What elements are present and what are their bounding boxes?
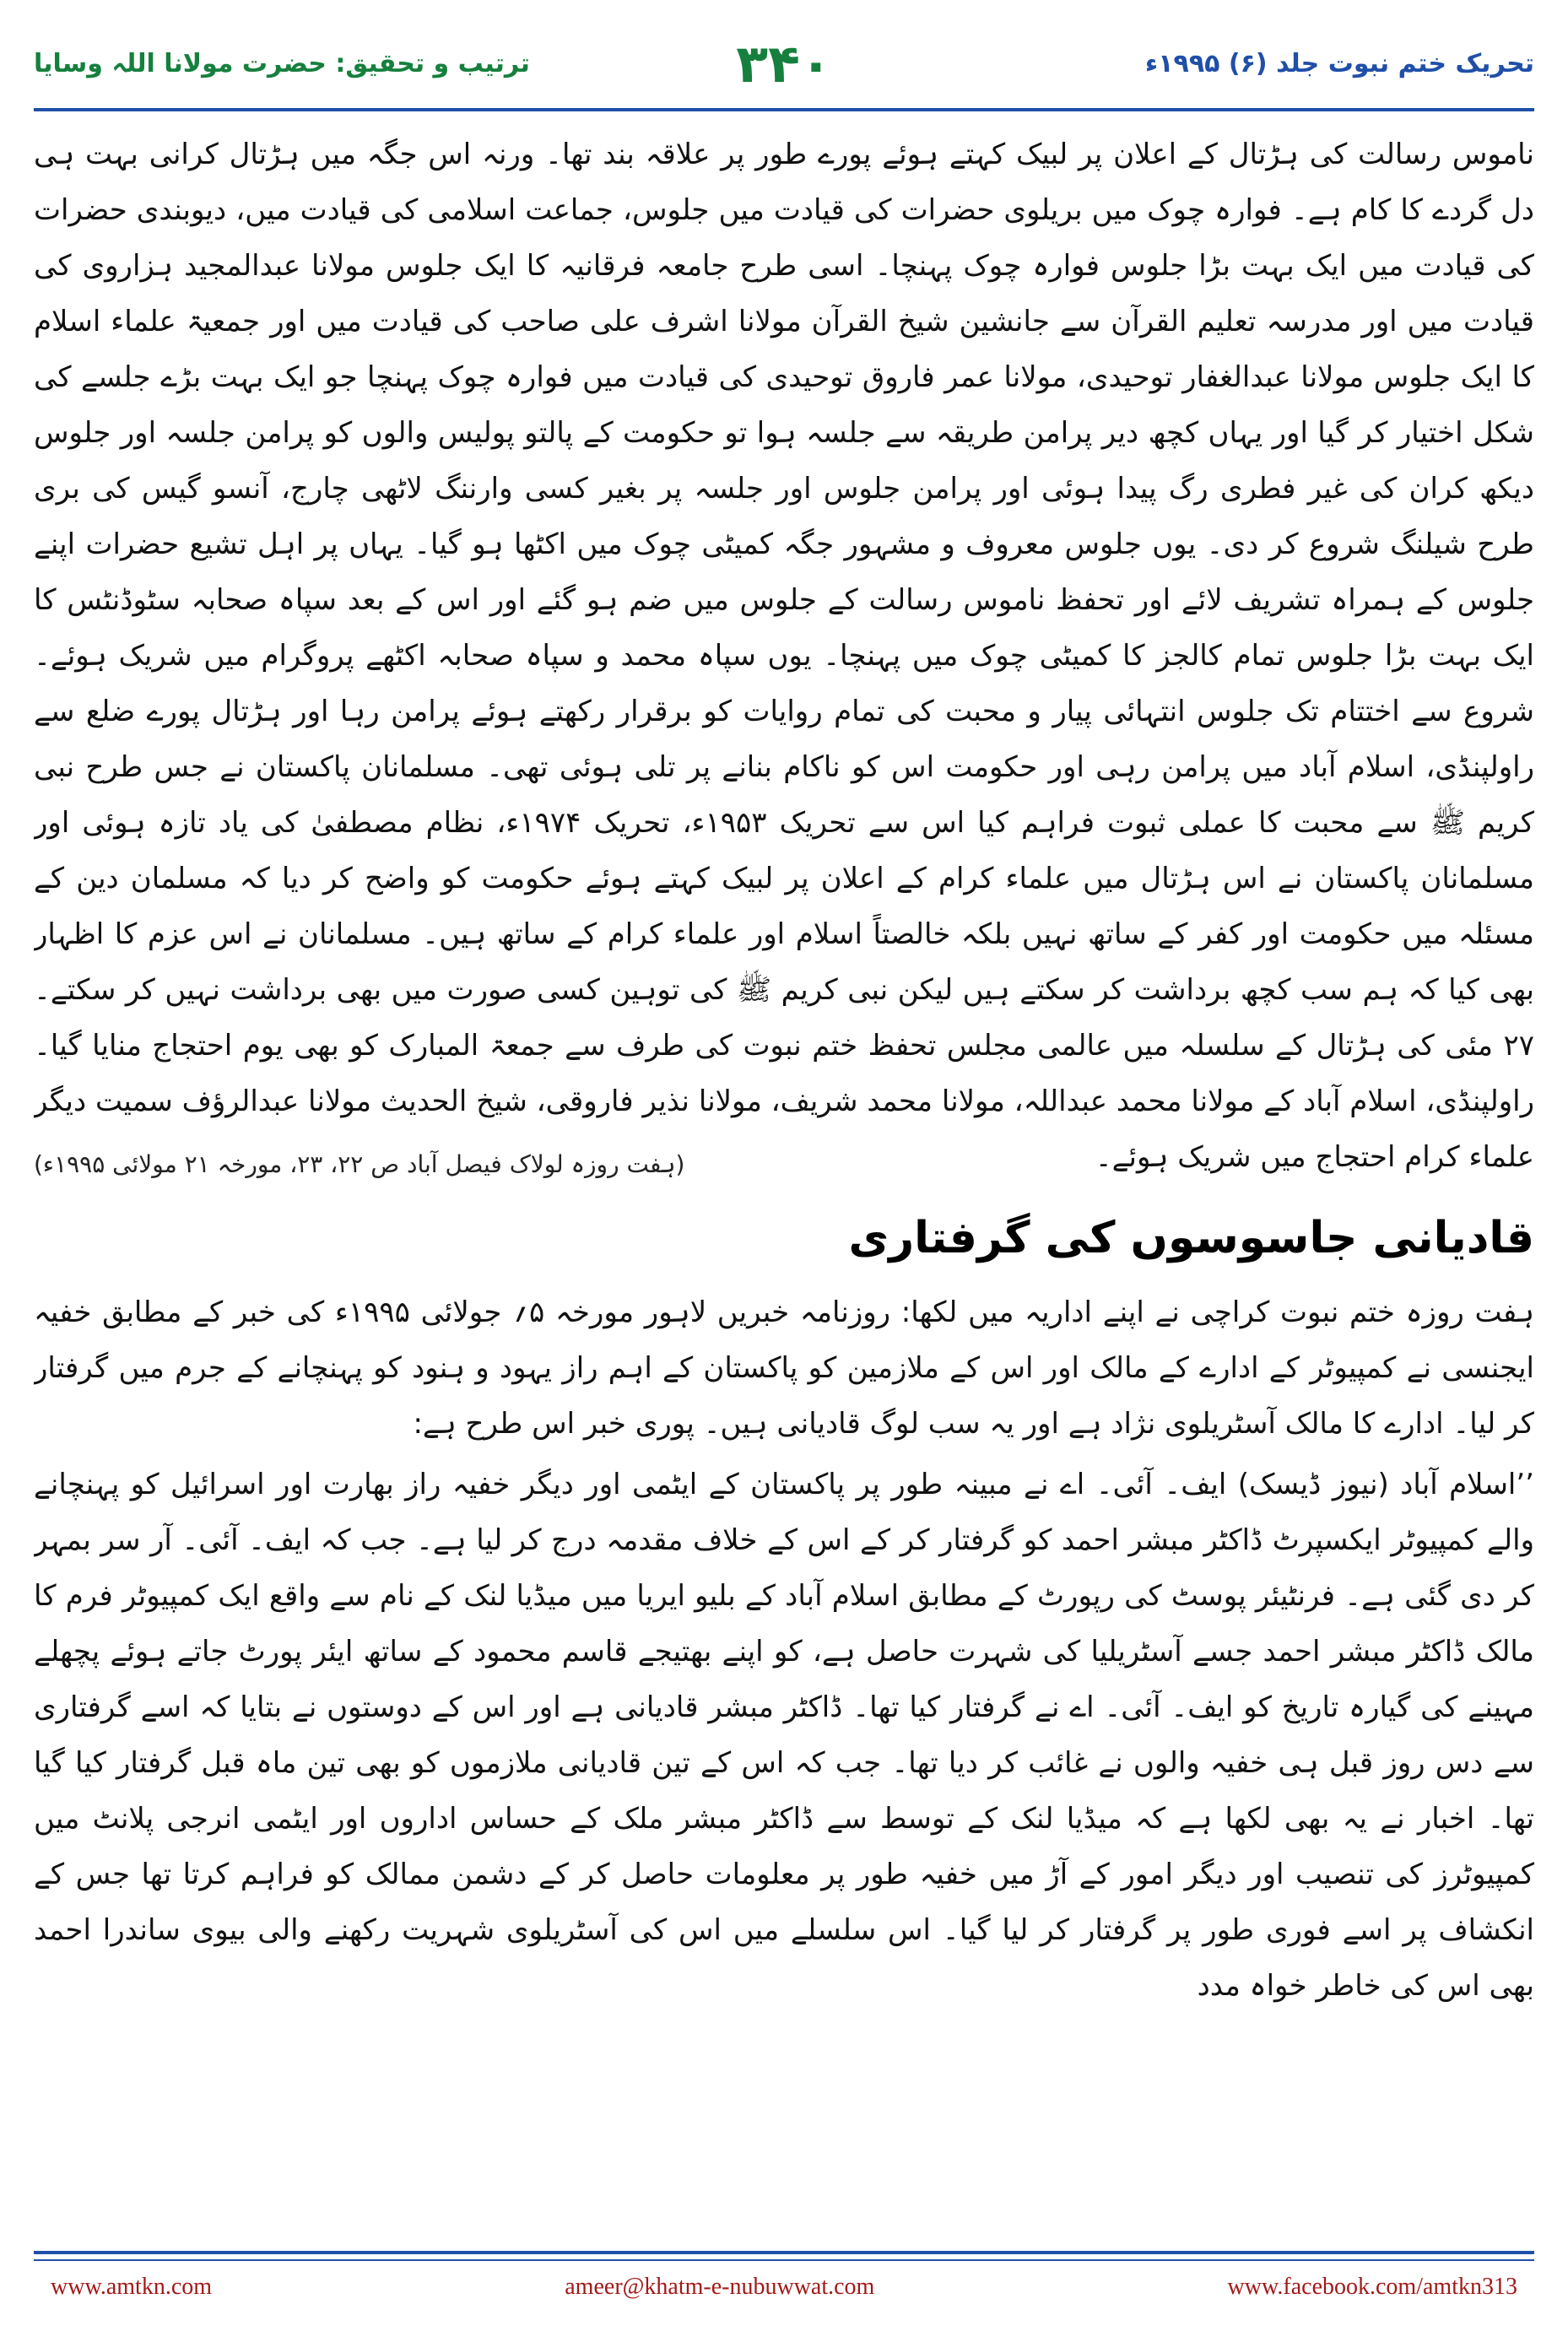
citation: (ہفت روزہ لولاک فیصل آباد ص ۲۲، ۲۳، مورخہ ۲۱ مولائی ۱۹۹۵ء) [34,1150,685,1178]
footer-divider-thin [34,2259,1534,2261]
section-paragraph: ہفت روزہ ختم نبوت کراچی نے اپنے اداریہ میں لکھا: روزنامہ خبریں لاہور مورخہ ۵؍ جولائی ۱۹۹۵ء کی خبر کے مطابق خفیہ ایجنسی نے کمپیوٹر کے ادارے کے مالک اور اس کے ملازمین کو پاکستان کے اہم راز یہود و ہنود کو پہنچانے کے جرم میں گرفتار کر لیا۔ ادارے کا مالک آسٹریلوی نژاد ہے اور یہ سب لوگ قادیانی ہیں۔ پوری خبر اس طرح ہے: [34,1295,1534,1441]
compiler-credit: ترتیب و تحقیق: حضرت مولانا اللہ وسایا [34,48,530,78]
page-header [34,25,1534,101]
website-link[interactable]: www.amtkn.com [51,2274,213,2300]
page-body [34,127,1534,2232]
section-heading: قادیانی جاسوسوں کی گرفتاری [848,1213,1534,1263]
facebook-link[interactable]: www.facebook.com/amtkn313 [1227,2274,1517,2300]
book-title: تحریک ختم نبوت جلد (۶) ۱۹۹۵ء [1144,48,1534,78]
section-paragraph: ’’اسلام آباد (نیوز ڈیسک) ایف۔ آئی۔ اے نے مبینہ طور پر پاکستان کے ایٹمی اور دیگر خفیہ راز بھارت اور اسرائیل کو پہنچانے والے کمپیوٹر ایکسپرٹ ڈاکٹر مبشر احمد کو گرفتار کر کے اس کے خلاف مقدمہ درج کر لیا ہے۔ جب کہ ایف۔ آئی۔ آر سر بمہر کر دی گئی ہے۔ فرنٹیئر پوسٹ کی رپورٹ کے مطابق اسلام آباد کے بلیو ایریا میں میڈیا لنک کے نام سے واقع ایک کمپیوٹر فرم کا مالک ڈاکٹر مبشر احمد جسے آسٹریلیا کی شہرت حاصل ہے، کو اپنے بھتیجے قاسم محمود کے ساتھ ایئر پورٹ جاتے ہوئے پچھلے مہینے کی گیارہ تاریخ کو ایف۔ آئی۔ اے نے گرفتار کیا تھا۔ ڈاکٹر مبشر قادیانی ہے اور اس کے دوستوں نے بتایا کہ اسے گرفتاری سے دس روز قبل ہی خفیہ والوں نے غائب کر دیا تھا۔ جب کہ اس کے تین قادیانی ملازموں کو بھی تین ماہ قبل گرفتار کیا گیا تھا۔ اخبار نے یہ بھی لکھا ہے کہ میڈیا لنک کے توسط سے ڈاکٹر مبشر ملک کے حساس اداروں اور ایٹمی انرجی پلانٹ میں کمپیوٹرز کی تنصیب اور دیگر امور کے آڑ میں خفیہ طور پر معلومات حاصل کر کے دشمن ممالک کو فراہم کرتا تھا جس کے انکشاف پر اسے فوری طور پر گرفتار کر لیا گیا۔ اس سلسلے میں اس کی آسٹریلوی شہریت رکھنے والی بیوی ساندرا احمد بھی اس کی خاطر خواہ مدد [34,1468,1534,2003]
footer-divider [34,2251,1534,2254]
email-link[interactable]: ameer@khatm-e-nubuwwat.com [565,2274,875,2300]
header-divider [34,108,1534,111]
body-paragraph: ناموس رسالت کی ہڑتال کے اعلان پر لبیک کہتے ہوئے پورے طور پر علاقہ بند تھا۔ ورنہ اس جگہ میں ہڑتال کرانی بہت ہی دل گردے کا کام ہے۔ فوارہ چوک میں بریلوی حضرات کی قیادت میں جلوس، جماعت اسلامی کی قیادت میں، دیوبندی حضرات کی قیادت میں ایک بہت بڑا جلوس فوارہ چوک پہنچا۔ اسی طرح جامعہ فرقانیہ کا ایک جلوس مولانا عبدالمجید ہزاروی کی قیادت میں اور مدرسہ تعلیم القرآن سے جانشین شیخ القرآن مولانا اشرف علی صاحب کی قیادت میں اور جمعیۃ علماء اسلام کا ایک جلوس مولانا عبدالغفار توحیدی، مولانا عمر فاروق توحیدی کی قیادت میں فوارہ چوک پہنچا جو ایک بہت بڑے جلسے کی شکل اختیار کر گیا اور یہاں کچھ دیر پرامن طریقہ سے جلسہ ہوا تو حکومت کے پالتو پولیس والوں کو پرامن جلسہ اور جلوس دیکھ کران کی غیر فطری رگ پیدا ہوئی اور پرامن جلوس اور جلسہ پر بغیر کسی وارننگ لاٹھی چارج، آنسو گیس کی بری طرح شیلنگ شروع کر دی۔ یوں جلوس معروف و مشہور جگہ کمیٹی چوک میں اکٹھا ہو گیا۔ یہاں پر اہل تشیع حضرات اپنے جلوس کے ہمراہ تشریف لائے اور تحفظ ناموس رسالت کے جلوس میں ضم ہو گئے اور اس کے بعد سپاہ صحابہ سٹوڈنٹس کا ایک بہت بڑا جلوس تمام کالجز کا کمیٹی چوک میں پہنچا۔ یوں سپاہ محمد و سپاہ صحابہ اکٹھے پروگرام میں شریک ہوئے۔ شروع سے اختتام تک جلوس انتہائی پیار و محبت کی تمام روایات کو برقرار رکھتے ہوئے پرامن رہا اور ہڑتال پورے ضلع سے راولپنڈی، اسلام آباد میں پرامن رہی اور حکومت اس کو ناکام بنانے پر تلی ہوئی تھی۔ مسلمانان پاکستان نے جس طرح نبی کریم ﷺ سے محبت کا عملی ثبوت فراہم کیا اس سے تحریک ۱۹۵۳ء، تحریک ۱۹۷۴ء، نظام مصطفیٰ کی یاد تازہ ہوئی اور مسلمانان پاکستان نے اس ہڑتال میں علماء کرام کے اعلان پر لبیک کہتے ہوئے حکومت کو واضح کر دیا کہ مسلمان دین کے مسئلہ میں حکومت اور کفر کے ساتھ نہیں بلکہ خالصتاً اسلام اور علماء کرام کے ساتھ ہیں۔ مسلمانان نے اس عزم کا اظہار بھی کیا کہ ہم سب کچھ برداشت کر سکتے ہیں لیکن نبی کریم ﷺ کی توہین کسی صورت میں بھی برداشت نہیں کر سکتے۔ ۲۷ مئی کی ہڑتال کے سلسلہ میں عالمی مجلس تحفظ ختم نبوت کی طرف سے جمعۃ المبارک کو بھی یوم احتجاج منایا گیا۔ راولپنڈی، اسلام آباد کے مولانا محمد عبداللہ، مولانا محمد شریف، مولانا نذیر فاروقی، شیخ الحدیث مولانا عبدالرؤف سمیت دیگر علماء کرام احتجاج میں شریک ہوئے۔ [34,138,1534,1174]
page-number: ۳۴۰ [736,32,832,95]
page-footer [51,2266,1517,2308]
